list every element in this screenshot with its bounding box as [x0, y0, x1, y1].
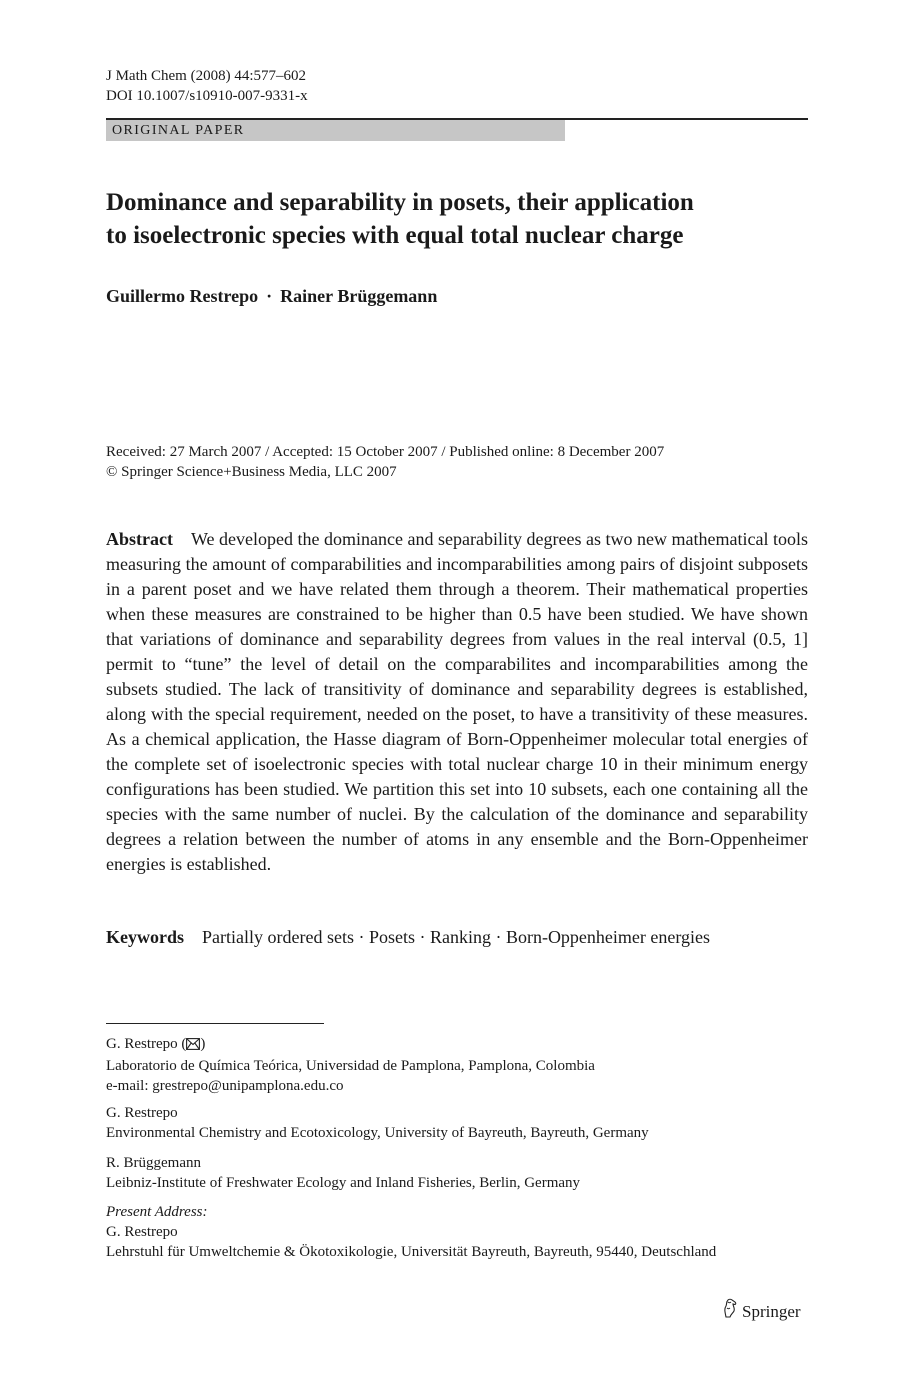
- springer-horse-icon: [722, 1298, 742, 1325]
- journal-citation: J Math Chem (2008) 44:577–602: [106, 68, 306, 84]
- footnote-author-close: ): [200, 1036, 206, 1052]
- abstract: [106, 527, 808, 877]
- footnote-rule: [106, 1023, 324, 1024]
- footnote-affiliation: Environmental Chemistry and Ecotoxicology, University of Bayreuth, Bayreuth, Germany: [106, 1125, 649, 1141]
- footnote-author: G. Restrepo (: [106, 1036, 187, 1052]
- footnote-affiliation-3: [106, 1153, 580, 1193]
- footnote-author: R. Brüggemann: [106, 1155, 201, 1171]
- footnote-affiliation-1: [106, 1034, 595, 1096]
- keywords-text: Partially ordered sets · Posets · Ranking · Born-Oppenheimer energies: [202, 927, 711, 947]
- publisher-logo: [722, 1298, 801, 1325]
- abstract-label: Abstract: [106, 529, 173, 549]
- footnote-author-line: [106, 1034, 595, 1056]
- footnote-affiliation-2: [106, 1103, 649, 1143]
- keywords-label: Keywords: [106, 927, 184, 947]
- publication-dates: [106, 442, 664, 482]
- abstract-text: We developed the dominance and separability degrees as two new mathematical tools measuring the amount of comparabilities and incomparabilities among pairs of disjoint subposets in a parent poset and we have related them through a theorem. Their mathematical properties when these measures are constrained to be higher than 0.5 have been studied. We have shown that variations of dominance and separability degrees from values in the real interval (0.5, 1] permit to “tune” the level of detail on the comparabilites and incomparabilities among the subsets studied. The lack of transitivity of dominance and separability degrees is established, along with the special requirement, needed on the poset, to have a transitivity of these measures. As a chemical application, the Hasse diagram of Born-Oppenheimer molecular total energies of the complete set of isoelectronic species with total nuclear charge 10 in their minimum energy configurations has been studied. We partition this set into 10 subsets, each one containing all the species with the same number of nuclei. By the calculation of the dominance and separability degrees a relation between the number of atoms in any ensemble and the Born-Oppenheimer energies is established.: [106, 529, 808, 874]
- footnote-author: G. Restrepo: [106, 1105, 178, 1121]
- footnote-email[interactable]: e-mail: grestrepo@unipamplona.edu.co: [106, 1078, 344, 1094]
- envelope-icon: [186, 1036, 200, 1056]
- footnote-present-address: [106, 1202, 716, 1262]
- present-address-label: Present Address:: [106, 1204, 208, 1220]
- date-history: Received: 27 March 2007 / Accepted: 15 October 2007 / Published online: 8 December 2007: [106, 444, 665, 460]
- keywords: [106, 925, 710, 950]
- footnote-affiliation: Laboratorio de Química Teórica, Universidad de Pamplona, Pamplona, Colombia: [106, 1058, 595, 1074]
- copyright-notice: © Springer Science+Business Media, LLC 2007: [106, 464, 397, 480]
- paper-title: [106, 186, 806, 252]
- title-line-2: to isoelectronic species with equal total nuclear charge: [106, 222, 684, 249]
- publisher-name: Springer: [742, 1301, 801, 1321]
- doi: DOI 10.1007/s10910-007-9331-x: [106, 88, 308, 104]
- author-list: [106, 284, 437, 308]
- author-name: Rainer Brüggemann: [280, 286, 438, 306]
- author-separator: ·: [266, 286, 273, 306]
- author-name: Guillermo Restrepo: [106, 286, 259, 306]
- footnote-affiliation: Leibniz-Institute of Freshwater Ecology and Inland Fisheries, Berlin, Germany: [106, 1175, 581, 1191]
- footnote-author: G. Restrepo: [106, 1224, 178, 1240]
- footnote-affiliation: Lehrstuhl für Umweltchemie & Ökotoxikologie, Universität Bayreuth, Bayreuth, 95440, Deutschland: [106, 1244, 717, 1260]
- article-type-label: ORIGINAL PAPER: [106, 120, 565, 141]
- journal-meta: [106, 66, 308, 106]
- title-line-1: Dominance and separability in posets, their application: [106, 189, 694, 216]
